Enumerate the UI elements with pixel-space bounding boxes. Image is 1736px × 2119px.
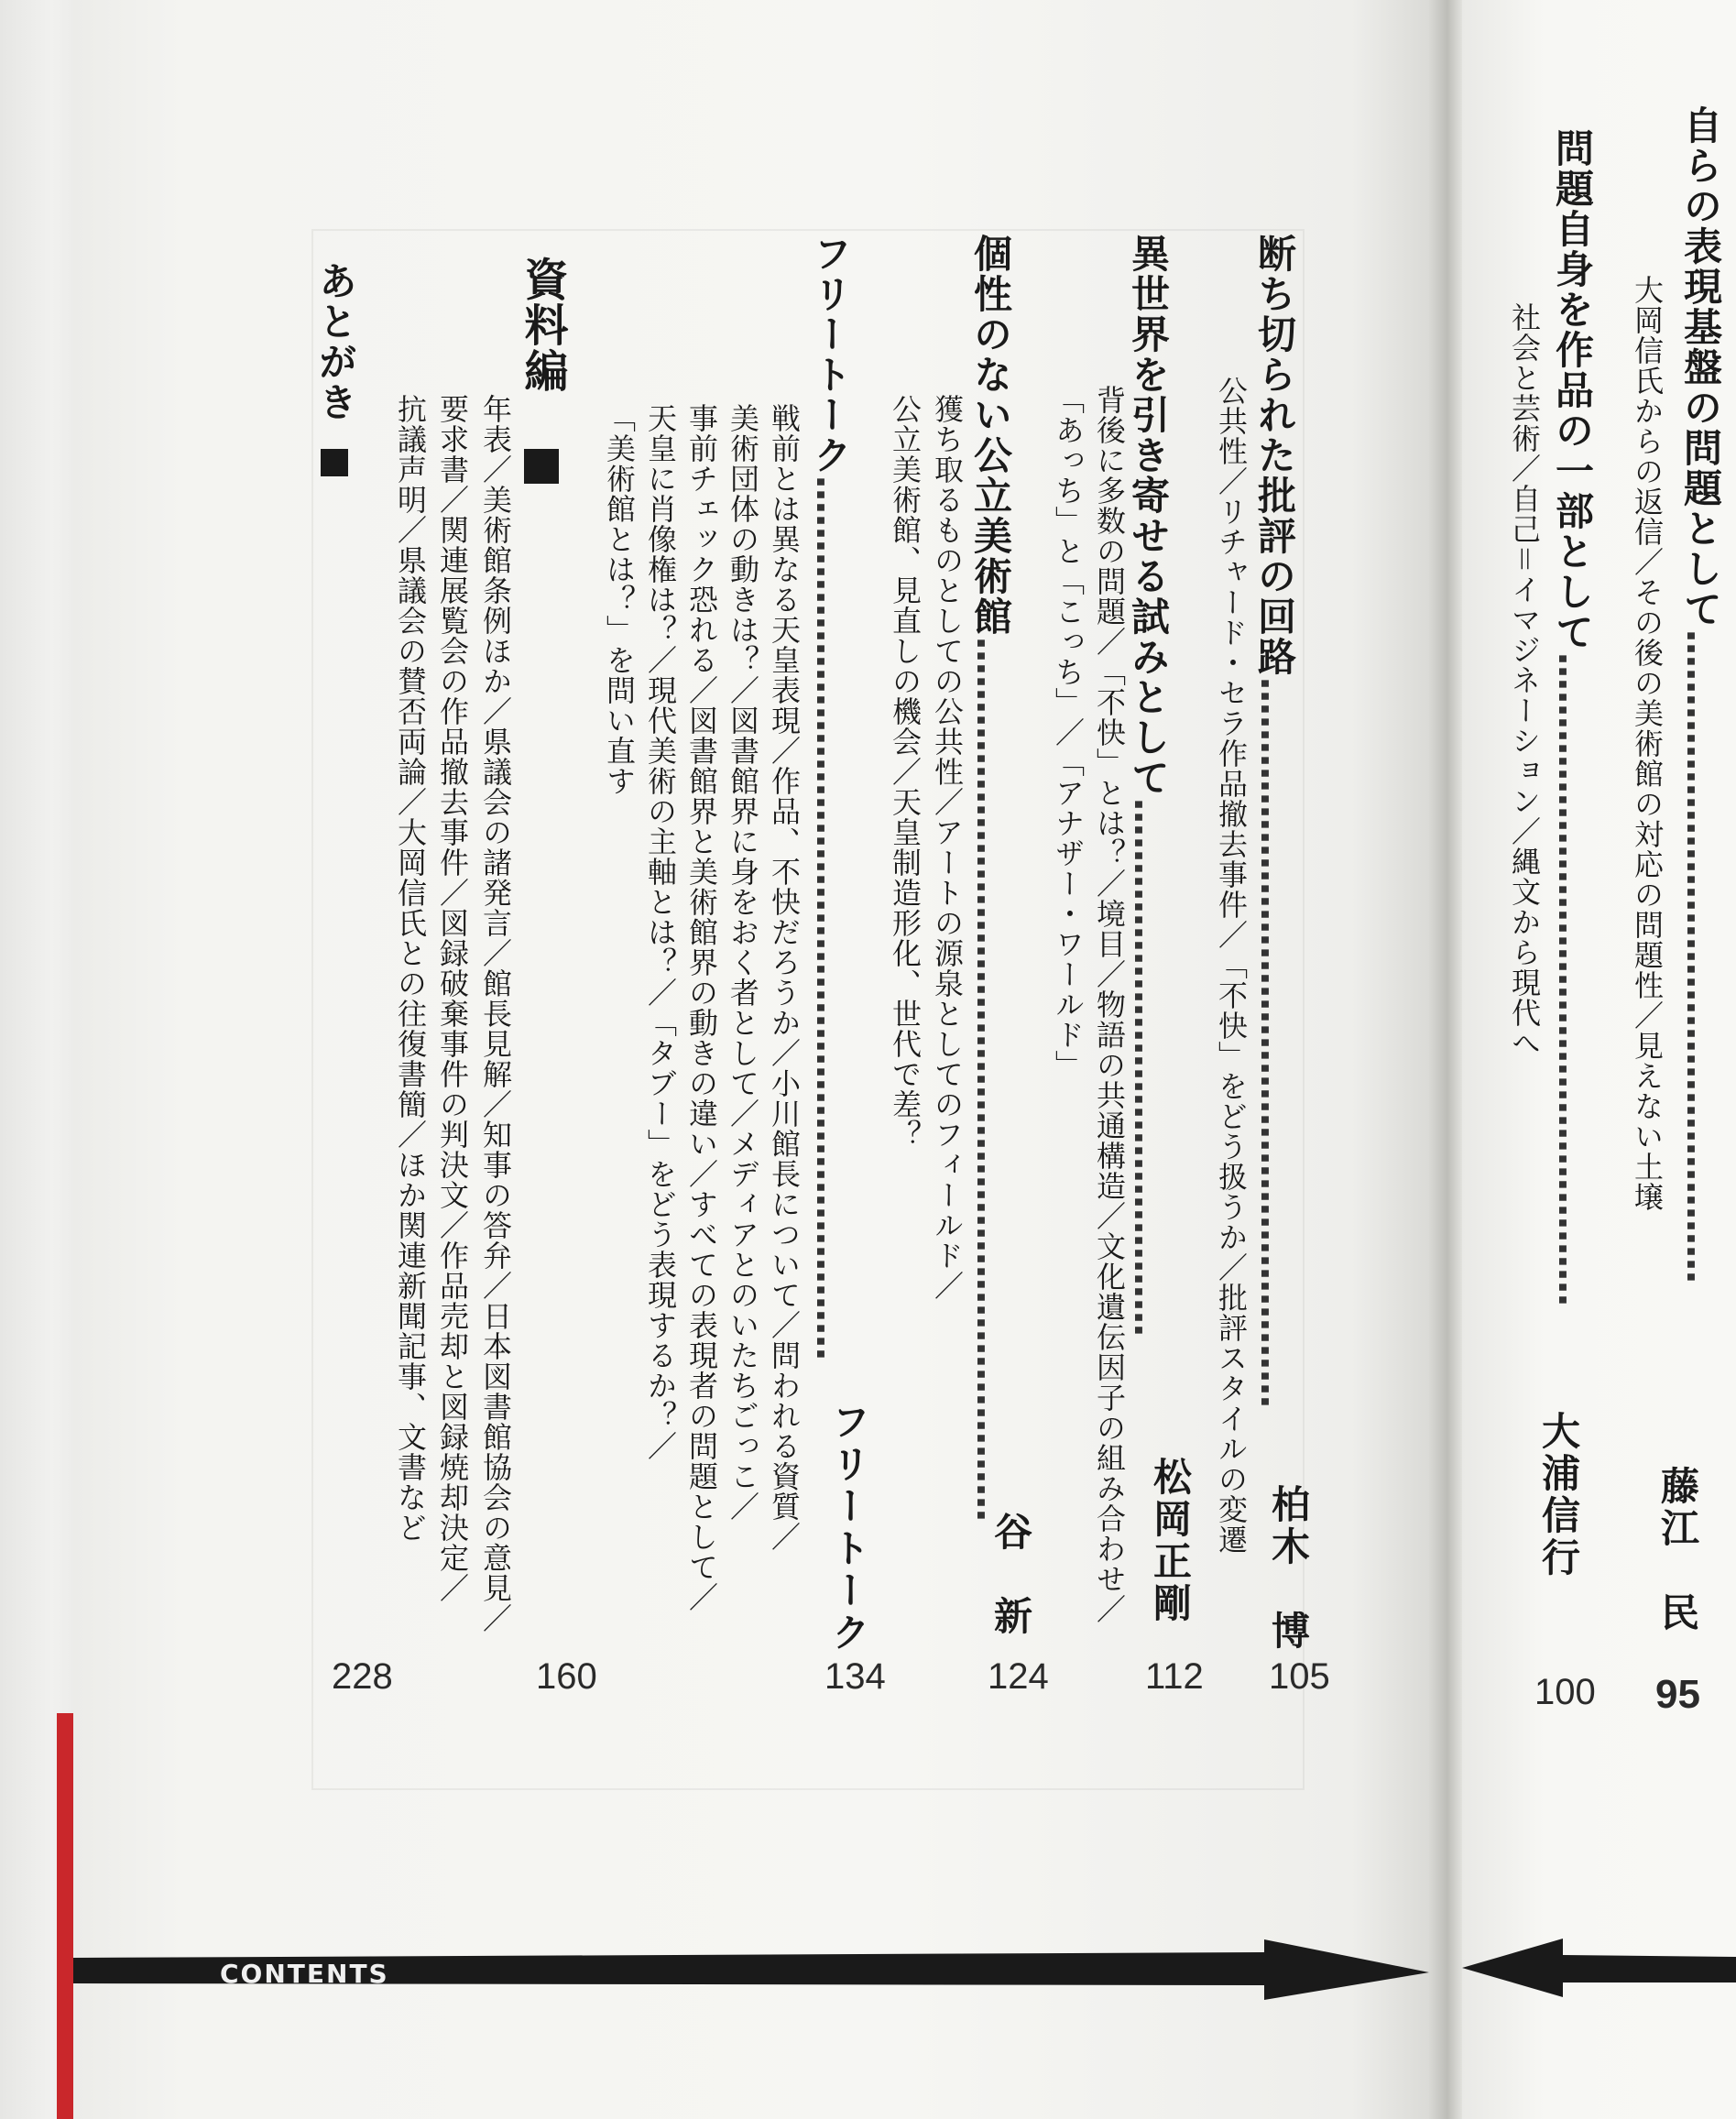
toc-entry-subtitle: 美術団体の動きは？／図書館界に身をおく者として／メディアとのいたちごっこ／ (726, 403, 760, 1522)
toc-entry-subtitle: 公共性／リチャード・セラ作品撤去事件／「不快」をどう扱うか／批評スタイルの変遷 (1214, 376, 1249, 1555)
toc-entry-title: 問題自身を作品の一部として…………………………………………… (1550, 128, 1595, 1306)
toc-entry-subtitle: 大岡信氏からの返信／その後の美術館の対応の問題性／見えない土壌 (1630, 275, 1665, 1212)
toc-entry-page: 160 (536, 1656, 597, 1697)
toc-entry-subtitle: 「あっち」と「こっち」／「アナザー・ワールド」 (1051, 385, 1086, 1080)
toc-entry-author: 谷 新 (988, 1512, 1033, 1638)
toc-entry-subtitle: 公立美術館、見直しの機会／天皇制造形化、世代で差？ (888, 394, 923, 1150)
book-gutter (1429, 0, 1462, 2119)
toc-entry-page: 134 (824, 1656, 886, 1697)
toc-entry-subtitle: 「美術館とは？」を問い直す (602, 403, 637, 796)
toc-entry-author: 松岡正剛 (1148, 1457, 1193, 1625)
toc-entry-title: 自らの表現基盤の問題として…………………………………………… (1678, 105, 1723, 1283)
toc-entry-author: 柏木 博 (1266, 1484, 1311, 1653)
contents-arrow-left-icon (1462, 1931, 1736, 2004)
toc-entry-title: フリートーク…………………………………………………………… (808, 234, 853, 1360)
toc-entry-title: 個性のない公立美術館…………………………………………………………… (968, 234, 1013, 1522)
toc-entry-page: 95 (1655, 1672, 1700, 1717)
section-marker-square (524, 449, 559, 484)
toc-entry-page: 228 (332, 1656, 393, 1697)
toc-entry-subtitle: 天皇に肖像権は？／現代美術の主軸とは？／「タブー」をどう表現するか？／ (643, 403, 678, 1461)
toc-entry-page: 105 (1269, 1656, 1330, 1697)
toc-entry-author: 藤江 民 (1655, 1466, 1700, 1634)
toc-entry-page: 124 (988, 1656, 1049, 1697)
toc-entry-subtitle: 要求書／関連展覧会の作品撤去事件／図録破棄事件の判決文／作品売却と図録焼却決定／ (435, 394, 470, 1603)
toc-entry-subtitle: 獲ち取るものとしての公共性／アートの源泉としてのフィールド／ (930, 394, 965, 1301)
toc-entry-subtitle: 背後に多数の問題／「不快」とは？／境目／物語の共通構造／文化遺伝因子の組み合わせ／ (1092, 385, 1127, 1624)
contents-label: CONTENTS (220, 1959, 389, 1989)
toc-entry-page: 112 (1145, 1656, 1204, 1697)
toc-entry-author: 大浦信行 (1536, 1411, 1581, 1579)
toc-entry-subtitle: 年表／美術館条例ほか／県議会の諸発言／館長見解／知事の答弁／日本図書館協会の意見／ (478, 394, 513, 1633)
toc-entry-title: 資料編 (517, 257, 568, 394)
section-marker-square (321, 449, 348, 476)
book-cover-red-edge (57, 1713, 73, 2119)
toc-entry-author: フリートーク (826, 1402, 871, 1655)
toc-entry-subtitle: 社会と芸術／自己＝イマジネーション／縄文から現代へ (1507, 302, 1542, 1059)
toc-entry-title: 異世界を引き寄せる試みとして…………………………………… (1126, 234, 1171, 1337)
toc-entry-subtitle: 事前チェック恐れる／図書館界と美術館界の動きの違い／すべての表現者の問題として／ (684, 403, 719, 1612)
toc-entry-page: 100 (1534, 1672, 1596, 1712)
toc-entry-subtitle: 抗議声明／県議会の賛否両論／大岡信氏との往復書簡／ほか関連新聞記事、文書など (393, 394, 428, 1543)
toc-entry-subtitle: 戦前とは異なる天皇表現／作品、不快だろうか／小川館長について／問われる資質／ (767, 403, 802, 1552)
toc-entry-title: あとがき (313, 261, 358, 422)
toc-entry-title: 断ち切られた批評の回路………………………………………………… (1252, 234, 1297, 1408)
